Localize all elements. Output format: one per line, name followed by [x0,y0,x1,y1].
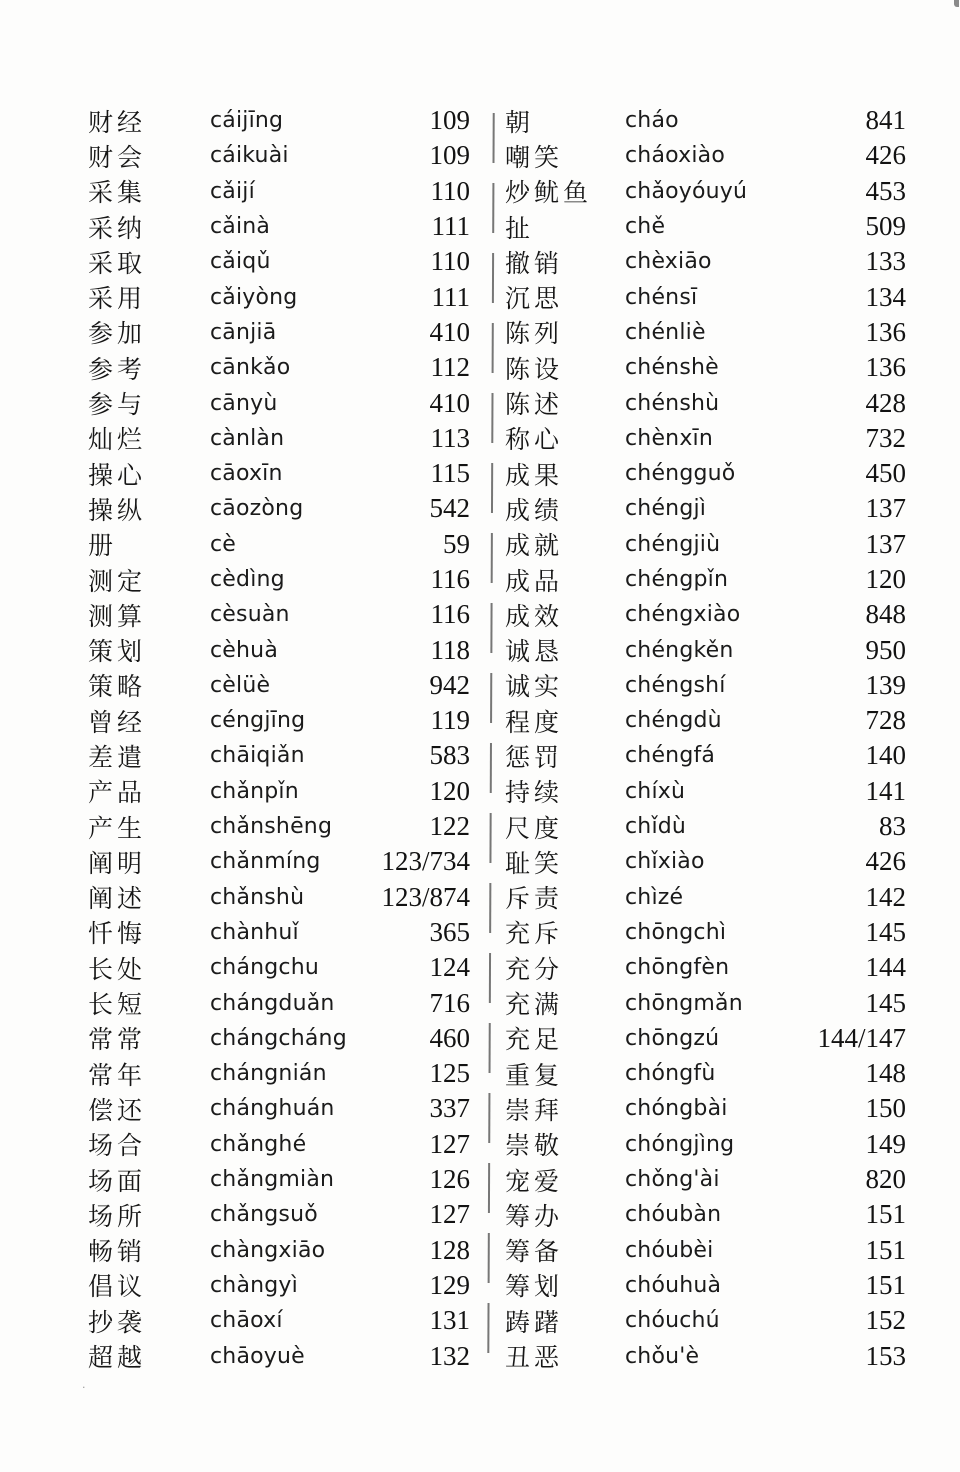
entry-pinyin: cháo [625,108,679,134]
index-entry-row [88,809,470,844]
entry-hanzi: 踌躇 [505,1309,564,1337]
entry-pinyin: chǐxiào [625,849,705,875]
entry-hanzi: 程度 [505,709,564,737]
entry-pinyin: chàngxiāo [210,1237,326,1263]
entry-hanzi: 超越 [88,1345,147,1373]
entry-hanzi: 采集 [88,180,147,208]
entry-hanzi: 筹备 [505,1239,564,1267]
entry-pinyin: chénliè [625,319,706,345]
entry-pinyin: chōngfèn [625,955,730,981]
index-column-right [505,103,906,1374]
index-entry-row [88,597,470,632]
entry-page-number: 116 [430,564,470,594]
entry-page-number: 128 [429,1234,470,1265]
entry-page-number: 728 [865,705,906,736]
index-entry-row [505,597,906,632]
entry-hanzi: 采用 [88,286,147,314]
entry-page-number: 111 [431,211,470,242]
entry-page-number: 109 [429,105,470,136]
entry-hanzi: 充斥 [505,921,564,949]
entry-pinyin: chōngzú [625,1025,720,1051]
index-entry-row [88,174,470,209]
entry-page-number: 59 [443,528,470,559]
entry-hanzi: 常常 [88,1027,147,1055]
entry-page-number: 542 [429,493,470,524]
entry-pinyin: cǎinà [210,214,271,240]
entry-pinyin: chéngxiào [625,602,741,628]
entry-page-number: 848 [865,599,906,630]
entry-pinyin: chāoyuè [210,1343,305,1369]
index-entry-row [88,456,470,491]
entry-page-number: 144/147 [817,1022,906,1053]
entry-pinyin: chíxù [625,778,686,804]
entry-hanzi: 测算 [88,603,147,631]
entry-pinyin: chènxīn [625,425,713,451]
index-entry-row [88,1303,470,1338]
entry-page-number: 149 [865,1128,906,1159]
entry-page-number: 820 [865,1164,906,1195]
entry-pinyin: cānkǎo [210,355,291,381]
entry-hanzi: 扯 [505,215,535,243]
entry-pinyin: chāoxí [210,1308,283,1334]
index-entry-row [88,315,470,350]
entry-page-number: 460 [429,1022,470,1053]
index-entry-row [88,1091,470,1126]
entry-page-number: 732 [865,422,906,453]
entry-hanzi: 偿还 [88,1097,147,1125]
entry-pinyin: cháoxiào [625,143,725,169]
entry-pinyin: cǎiqǔ [210,249,271,275]
index-entry-row [505,562,906,597]
entry-pinyin: chànhuǐ [210,919,299,945]
entry-hanzi: 操纵 [88,497,147,525]
entry-pinyin: chénshè [625,355,719,381]
entry-pinyin: chóuchú [625,1308,720,1334]
entry-page-number: 131 [429,1305,470,1336]
entry-pinyin: chèxiāo [625,249,712,275]
entry-pinyin: chéngpǐn [625,567,729,592]
index-entry-row [505,385,906,420]
index-entry-row [505,1197,906,1232]
entry-pinyin: cāozòng [210,496,304,522]
index-entry-row [88,1338,470,1373]
entry-pinyin: chángchu [210,955,320,981]
entry-hanzi: 宠爱 [505,1168,564,1196]
index-entry-row [505,1338,906,1373]
index-entry-row [505,138,906,173]
index-entry-row [88,1197,470,1232]
entry-page-number: 583 [429,740,470,771]
entry-hanzi: 阐明 [88,850,147,878]
entry-pinyin: chǎnmíng [210,849,321,875]
entry-hanzi: 采取 [88,250,147,278]
scan-artifact-bottom-left: · [82,1381,86,1394]
entry-hanzi: 充分 [505,956,564,984]
index-entry-row [505,1021,906,1056]
index-column-left [88,103,470,1374]
entry-page-number: 141 [865,775,906,806]
index-entry-row [505,703,906,738]
entry-page-number: 120 [429,775,470,806]
index-entry-row [505,174,906,209]
entry-page-number: 144 [865,952,906,983]
entry-page-number: 841 [865,105,906,136]
entry-hanzi: 撤销 [505,250,564,278]
entry-page-number: 142 [865,881,906,912]
entry-page-number: 426 [865,140,906,171]
entry-pinyin: cǎijí [210,178,255,204]
entry-hanzi: 朝 [505,109,535,137]
entry-hanzi: 财经 [88,109,147,137]
entry-pinyin: cèdìng [210,567,285,592]
entry-pinyin: chéngguǒ [625,461,736,487]
index-entry-row [88,350,470,385]
index-entry-row [88,1056,470,1091]
entry-hanzi: 沉思 [505,286,564,314]
entry-hanzi: 斥责 [505,886,564,914]
index-entry-row [505,844,906,879]
entry-page-number: 126 [429,1164,470,1195]
entry-pinyin: chéngjì [625,496,707,522]
entry-pinyin: chǎnghé [210,1131,307,1157]
entry-page-number: 453 [865,175,906,206]
entry-pinyin: chóngfù [625,1061,716,1087]
index-entry-row [88,668,470,703]
entry-hanzi: 称心 [505,427,564,455]
index-entry-row [88,774,470,809]
entry-hanzi: 参考 [88,356,147,384]
index-entry-row [88,703,470,738]
entry-hanzi: 陈述 [505,392,564,420]
entry-hanzi: 忏悔 [88,921,147,949]
index-entry-row [505,1127,906,1162]
entry-hanzi: 崇敬 [505,1133,564,1161]
index-entry-row [88,527,470,562]
entry-hanzi: 采纳 [88,215,147,243]
index-entry-row [505,668,906,703]
entry-pinyin: cānjiā [210,319,277,345]
entry-pinyin: cǎiyòng [210,284,298,310]
entry-page-number: 151 [865,1234,906,1265]
index-entry-row [505,880,906,915]
entry-hanzi: 畅销 [88,1239,147,1267]
entry-page-number: 410 [429,316,470,347]
entry-pinyin: chéngshí [625,672,726,698]
entry-hanzi: 倡议 [88,1274,147,1302]
entry-page-number: 152 [865,1305,906,1336]
entry-pinyin: chōngchì [625,919,727,945]
entry-pinyin: chóuhuà [625,1272,722,1298]
entry-pinyin: cèhuà [210,637,278,663]
entry-hanzi: 持续 [505,780,564,808]
entry-hanzi: 尺度 [505,815,564,843]
entry-hanzi: 阐述 [88,886,147,914]
entry-hanzi: 参与 [88,392,147,420]
entry-pinyin: chóubàn [625,1202,722,1228]
entry-page-number: 112 [430,352,470,383]
entry-pinyin: chánghuán [210,1096,335,1122]
index-entry-row [505,103,906,138]
entry-page-number: 450 [865,458,906,489]
entry-hanzi: 灿烂 [88,427,147,455]
entry-page-number: 83 [879,811,906,842]
entry-page-number: 509 [865,211,906,242]
entry-page-number: 137 [865,528,906,559]
index-entry-row [505,279,906,314]
entry-page-number: 151 [865,1199,906,1230]
entry-page-number: 337 [429,1093,470,1124]
index-entry-row [88,138,470,173]
entry-pinyin: chǎnpǐn [210,778,299,804]
entry-pinyin: cànlàn [210,425,285,451]
entry-pinyin: chángcháng [210,1025,347,1051]
entry-pinyin: cè [210,531,237,557]
entry-hanzi: 成效 [505,603,564,631]
entry-hanzi: 操心 [88,462,147,490]
entry-page-number: 716 [429,987,470,1018]
entry-pinyin: cáijīng [210,108,284,134]
index-entry-row [88,738,470,773]
index-entry-row [505,915,906,950]
index-entry-row [505,456,906,491]
entry-page-number: 122 [429,811,470,842]
entry-hanzi: 测定 [88,568,147,596]
entry-pinyin: chóngjìng [625,1131,735,1157]
entry-page-number: 132 [429,1340,470,1371]
entry-page-number: 145 [865,916,906,947]
index-entry-row [88,491,470,526]
index-entry-row [505,527,906,562]
index-entry-row [88,385,470,420]
index-entry-row [88,950,470,985]
entry-hanzi: 场面 [88,1168,147,1196]
entry-page-number: 127 [429,1199,470,1230]
index-entry-row [505,1268,906,1303]
entry-page-number: 140 [865,740,906,771]
entry-pinyin: cāoxīn [210,461,283,487]
entry-pinyin: chǎngsuǒ [210,1202,318,1228]
index-entry-row [88,1233,470,1268]
entry-hanzi: 策划 [88,639,147,667]
entry-pinyin: chángnián [210,1061,327,1087]
entry-hanzi: 充足 [505,1027,564,1055]
entry-page-number: 113 [430,422,470,453]
entry-pinyin: chōngmǎn [625,990,743,1016]
index-entry-row [88,1127,470,1162]
index-entry-row [505,209,906,244]
entry-pinyin: chóubèi [625,1237,714,1263]
entry-page-number: 118 [430,634,470,665]
entry-pinyin: chénsī [625,284,698,310]
index-entry-row [505,491,906,526]
entry-page-number: 129 [429,1269,470,1300]
entry-hanzi: 丑恶 [505,1345,564,1373]
entry-pinyin: chéngdù [625,708,722,734]
entry-hanzi: 抄袭 [88,1309,147,1337]
entry-hanzi: 产生 [88,815,147,843]
entry-page-number: 148 [865,1058,906,1089]
index-entry-row [505,738,906,773]
index-entry-row [88,632,470,667]
index-entry-row [505,1056,906,1091]
index-entry-row [88,844,470,879]
entry-pinyin: cānyù [210,390,278,416]
entry-pinyin: chě [625,214,666,240]
entry-hanzi: 策略 [88,674,147,702]
entry-page-number: 123/734 [381,846,470,877]
entry-hanzi: 成果 [505,462,564,490]
entry-page-number: 139 [865,669,906,700]
entry-page-number: 111 [431,281,470,312]
entry-page-number: 136 [865,352,906,383]
entry-page-number: 123/874 [381,881,470,912]
entry-page-number: 145 [865,987,906,1018]
entry-page-number: 110 [430,175,470,206]
entry-pinyin: chǒu'è [625,1343,700,1369]
index-entry-row [88,985,470,1020]
index-entry-row [88,421,470,456]
entry-pinyin: chǎnshēng [210,814,333,840]
entry-pinyin: cáikuài [210,143,289,169]
entry-pinyin: chóngbài [625,1096,728,1122]
index-entry-row [505,774,906,809]
entry-hanzi: 产品 [88,780,147,808]
entry-page-number: 125 [429,1058,470,1089]
index-entry-row [505,632,906,667]
entry-page-number: 137 [865,493,906,524]
entry-hanzi: 成品 [505,568,564,596]
entry-pinyin: chéngkěn [625,637,734,663]
index-entry-row [88,1021,470,1056]
entry-page-number: 133 [865,246,906,277]
entry-hanzi: 炒鱿鱼 [505,180,593,208]
index-entry-row [88,1162,470,1197]
index-entry-row [505,985,906,1020]
index-entry-row [505,809,906,844]
entry-pinyin: chàngyì [210,1272,298,1298]
entry-pinyin: chéngfá [625,743,716,769]
index-entry-row [88,279,470,314]
entry-hanzi: 场合 [88,1133,147,1161]
entry-page-number: 109 [429,140,470,171]
entry-page-number: 428 [865,387,906,418]
entry-hanzi: 成就 [505,533,564,561]
entry-pinyin: chéngjiù [625,531,721,557]
entry-hanzi: 陈列 [505,321,564,349]
index-entry-row [505,350,906,385]
entry-hanzi: 诚实 [505,674,564,702]
entry-page-number: 153 [865,1340,906,1371]
entry-page-number: 426 [865,846,906,877]
entry-hanzi: 常年 [88,1062,147,1090]
entry-hanzi: 惩罚 [505,745,564,772]
entry-pinyin: céngjīng [210,708,306,734]
index-entry-row [88,915,470,950]
entry-page-number: 116 [430,599,470,630]
entry-hanzi: 崇拜 [505,1097,564,1125]
entry-pinyin: chǎnshù [210,884,305,910]
index-entry-row [88,103,470,138]
entry-hanzi: 册 [88,533,118,561]
entry-page-number: 115 [430,458,470,489]
entry-pinyin: chǎngmiàn [210,1167,335,1193]
entry-page-number: 136 [865,316,906,347]
entry-page-number: 942 [429,669,470,700]
index-entry-row [505,1233,906,1268]
index-entry-row [88,244,470,279]
entry-hanzi: 耻笑 [505,850,564,878]
entry-hanzi: 场所 [88,1203,147,1231]
entry-page-number: 120 [865,564,906,594]
index-entry-row [505,315,906,350]
entry-hanzi: 筹办 [505,1203,564,1231]
entry-pinyin: chángduǎn [210,990,335,1016]
entry-pinyin: cèsuàn [210,602,290,628]
index-entry-row [505,1303,906,1338]
entry-hanzi: 陈设 [505,356,564,384]
index-entry-row [505,950,906,985]
entry-pinyin: chìzé [625,884,684,910]
entry-pinyin: cèlüè [210,672,271,698]
entry-hanzi: 嘲笑 [505,144,564,172]
entry-page-number: 110 [430,246,470,277]
entry-page-number: 127 [429,1128,470,1159]
entry-hanzi: 长短 [88,992,147,1020]
entry-hanzi: 财会 [88,144,147,172]
entry-page-number: 151 [865,1269,906,1300]
entry-pinyin: chénshù [625,390,720,416]
entry-pinyin: chǐdù [625,814,687,840]
index-entry-row [505,1162,906,1197]
index-entry-row [505,1091,906,1126]
entry-page-number: 124 [429,952,470,983]
entry-hanzi: 差遣 [88,745,147,772]
entry-pinyin: chǒng'ài [625,1167,720,1193]
entry-hanzi: 长处 [88,956,147,984]
entry-pinyin: chǎoyóuyú [625,178,748,204]
entry-hanzi: 重复 [505,1062,564,1090]
entry-hanzi: 诚恳 [505,639,564,667]
entry-hanzi: 参加 [88,321,147,349]
entry-pinyin: chāiqiǎn [210,743,305,769]
entry-page-number: 134 [865,281,906,312]
entry-page-number: 119 [430,705,470,736]
entry-page-number: 950 [865,634,906,665]
entry-hanzi: 充满 [505,992,564,1020]
entry-page-number: 365 [429,916,470,947]
entry-hanzi: 筹划 [505,1274,564,1302]
index-entry-row [88,562,470,597]
index-entry-row [505,244,906,279]
index-entry-row [505,421,906,456]
entry-page-number: 150 [865,1093,906,1124]
index-entry-row [88,1268,470,1303]
entry-hanzi: 曾经 [88,709,147,737]
index-entry-row [88,209,470,244]
entry-hanzi: 成绩 [505,497,564,525]
entry-page-number: 410 [429,387,470,418]
index-entry-row [88,880,470,915]
scan-artifact-top-right [954,0,959,7]
column-divider-line [487,106,495,1368]
